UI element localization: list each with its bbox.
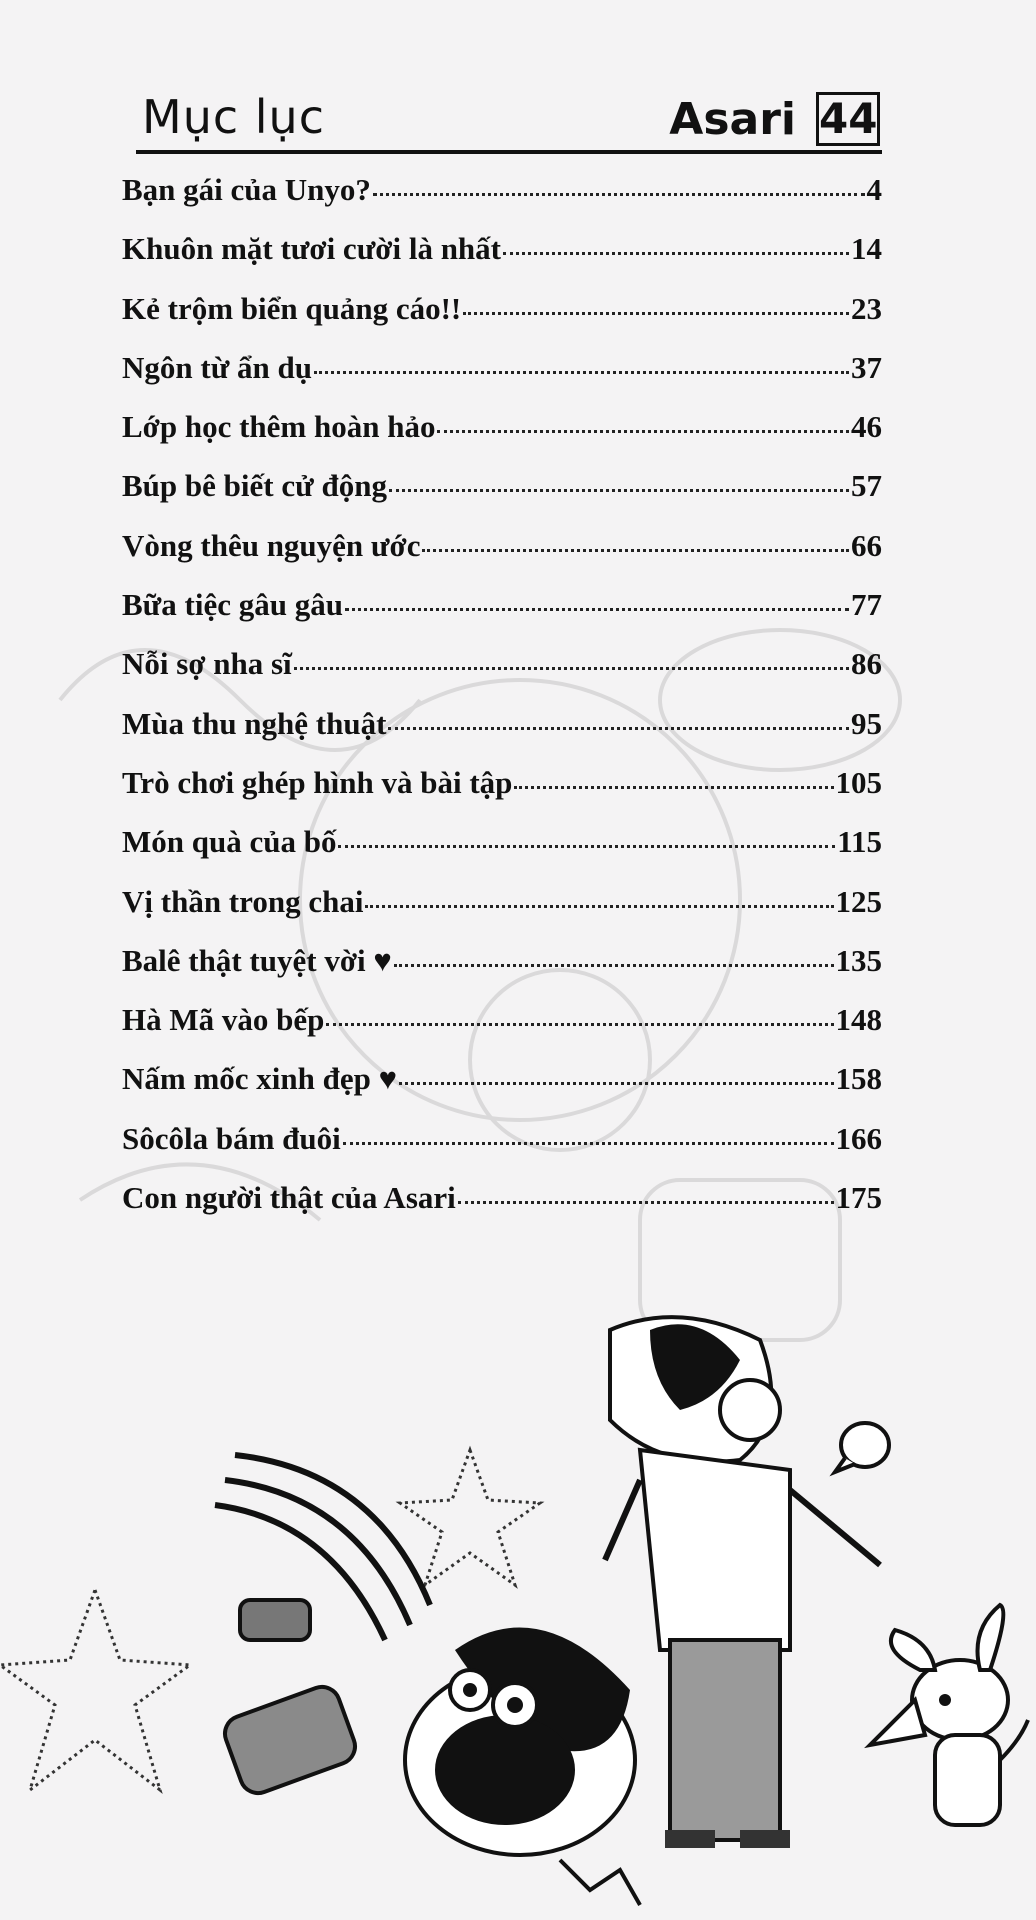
table-of-contents xyxy=(122,172,882,1239)
toc-entry-page: 57 xyxy=(851,468,882,504)
toc-entry xyxy=(122,231,882,290)
toc-entry xyxy=(122,706,882,765)
dot-leader xyxy=(389,489,849,492)
toc-entry-page: 158 xyxy=(835,1061,882,1097)
toc-entry-title: Sôcôla bám đuôi xyxy=(122,1120,341,1156)
dot-leader xyxy=(437,430,849,433)
toc-entry-page: 166 xyxy=(835,1120,882,1156)
toc-entry xyxy=(122,1180,882,1239)
toc-entry-page: 125 xyxy=(835,883,882,919)
dot-leader xyxy=(503,252,849,255)
star-burst-icon xyxy=(0,1590,190,1790)
toc-header xyxy=(138,86,880,156)
toc-entry-page: 37 xyxy=(851,349,882,385)
series-name: Asari xyxy=(669,94,796,145)
toc-entry-page: 135 xyxy=(835,942,882,978)
toc-entry xyxy=(122,172,882,231)
dot-leader xyxy=(458,1201,834,1204)
toc-entry-page: 105 xyxy=(835,764,882,800)
toc-entry xyxy=(122,291,882,350)
toc-entry-title: Nỗi sợ nha sĩ xyxy=(122,646,292,682)
page-title: Mục lục xyxy=(142,90,325,144)
speech-bubble-icon xyxy=(835,1423,889,1472)
toc-entry-page: 4 xyxy=(866,172,882,207)
toc-entry-page: 14 xyxy=(851,231,882,267)
toc-entry-title: Balê thật tuyệt vời ♥ xyxy=(122,942,392,978)
toc-entry xyxy=(122,468,882,527)
toc-entry xyxy=(122,350,882,409)
dot-leader xyxy=(422,549,849,552)
dot-leader xyxy=(463,312,849,315)
toc-entry-title: Bạn gái của Unyo? xyxy=(122,172,371,207)
toc-entry-title: Khuôn mặt tươi cười là nhất xyxy=(122,231,501,267)
toc-entry-title: Con người thật của Asari xyxy=(122,1180,456,1216)
toc-entry-page: 66 xyxy=(851,527,882,563)
toc-entry-title: Ngôn từ ẩn dụ xyxy=(122,349,313,385)
star-burst-icon xyxy=(400,1450,540,1585)
toc-entry xyxy=(122,587,882,646)
dot-leader xyxy=(345,608,849,611)
toc-entry-title: Món quà của bố xyxy=(122,824,337,860)
volume-number-badge: 44 xyxy=(816,92,880,146)
dot-leader xyxy=(373,193,865,196)
dot-leader xyxy=(394,964,834,967)
toc-entry xyxy=(122,765,882,824)
toc-entry-page: 77 xyxy=(851,587,882,623)
toc-entry-page: 115 xyxy=(837,824,882,860)
toc-entry-page: 148 xyxy=(835,1002,882,1038)
toc-entry xyxy=(122,1121,882,1180)
manga-illustration xyxy=(0,1300,1036,1920)
toc-entry-page: 46 xyxy=(851,409,882,445)
toc-entry xyxy=(122,884,882,943)
toc-entry-title: Vị thần trong chai xyxy=(122,883,364,919)
toc-entry-title: Bữa tiệc gâu gâu xyxy=(122,587,343,623)
toc-entry-title: Mùa thu nghệ thuật xyxy=(122,705,387,741)
toc-entry xyxy=(122,528,882,587)
dot-leader xyxy=(343,1142,834,1145)
toc-entry-title: Trò chơi ghép hình và bài tập xyxy=(122,764,513,800)
dot-leader xyxy=(399,1082,833,1085)
toc-entry-page: 86 xyxy=(851,646,882,682)
toc-entry-page: 95 xyxy=(851,705,882,741)
dot-leader xyxy=(365,905,833,908)
header-divider xyxy=(136,150,882,154)
toc-entry-page: 23 xyxy=(851,290,882,326)
toc-entry xyxy=(122,1002,882,1061)
toc-entry xyxy=(122,824,882,883)
dot-leader xyxy=(326,1023,833,1026)
dot-leader xyxy=(388,727,849,730)
toc-entry xyxy=(122,1061,882,1120)
toc-entry xyxy=(122,409,882,468)
standing-boy-character xyxy=(605,1317,880,1848)
dot-leader xyxy=(338,845,835,848)
dot-leader xyxy=(514,786,833,789)
dog-character xyxy=(870,1605,1028,1825)
toc-entry-page: 175 xyxy=(835,1180,882,1216)
toc-entry xyxy=(122,943,882,1002)
toc-entry-title: Hà Mã vào bếp xyxy=(122,1002,325,1038)
toc-entry-title: Vòng thêu nguyện ước xyxy=(122,527,421,563)
dot-leader xyxy=(294,667,849,670)
toc-entry-title: Lớp học thêm hoàn hảo xyxy=(122,409,436,445)
fallen-girl-character xyxy=(220,1600,640,1905)
toc-entry-title: Kẻ trộm biển quảng cáo!! xyxy=(122,290,462,326)
toc-entry xyxy=(122,646,882,705)
toc-entry-title: Nấm mốc xinh đẹp ♥ xyxy=(122,1061,398,1097)
toc-entry-title: Búp bê biết cử động xyxy=(122,468,387,504)
dot-leader xyxy=(314,371,849,374)
